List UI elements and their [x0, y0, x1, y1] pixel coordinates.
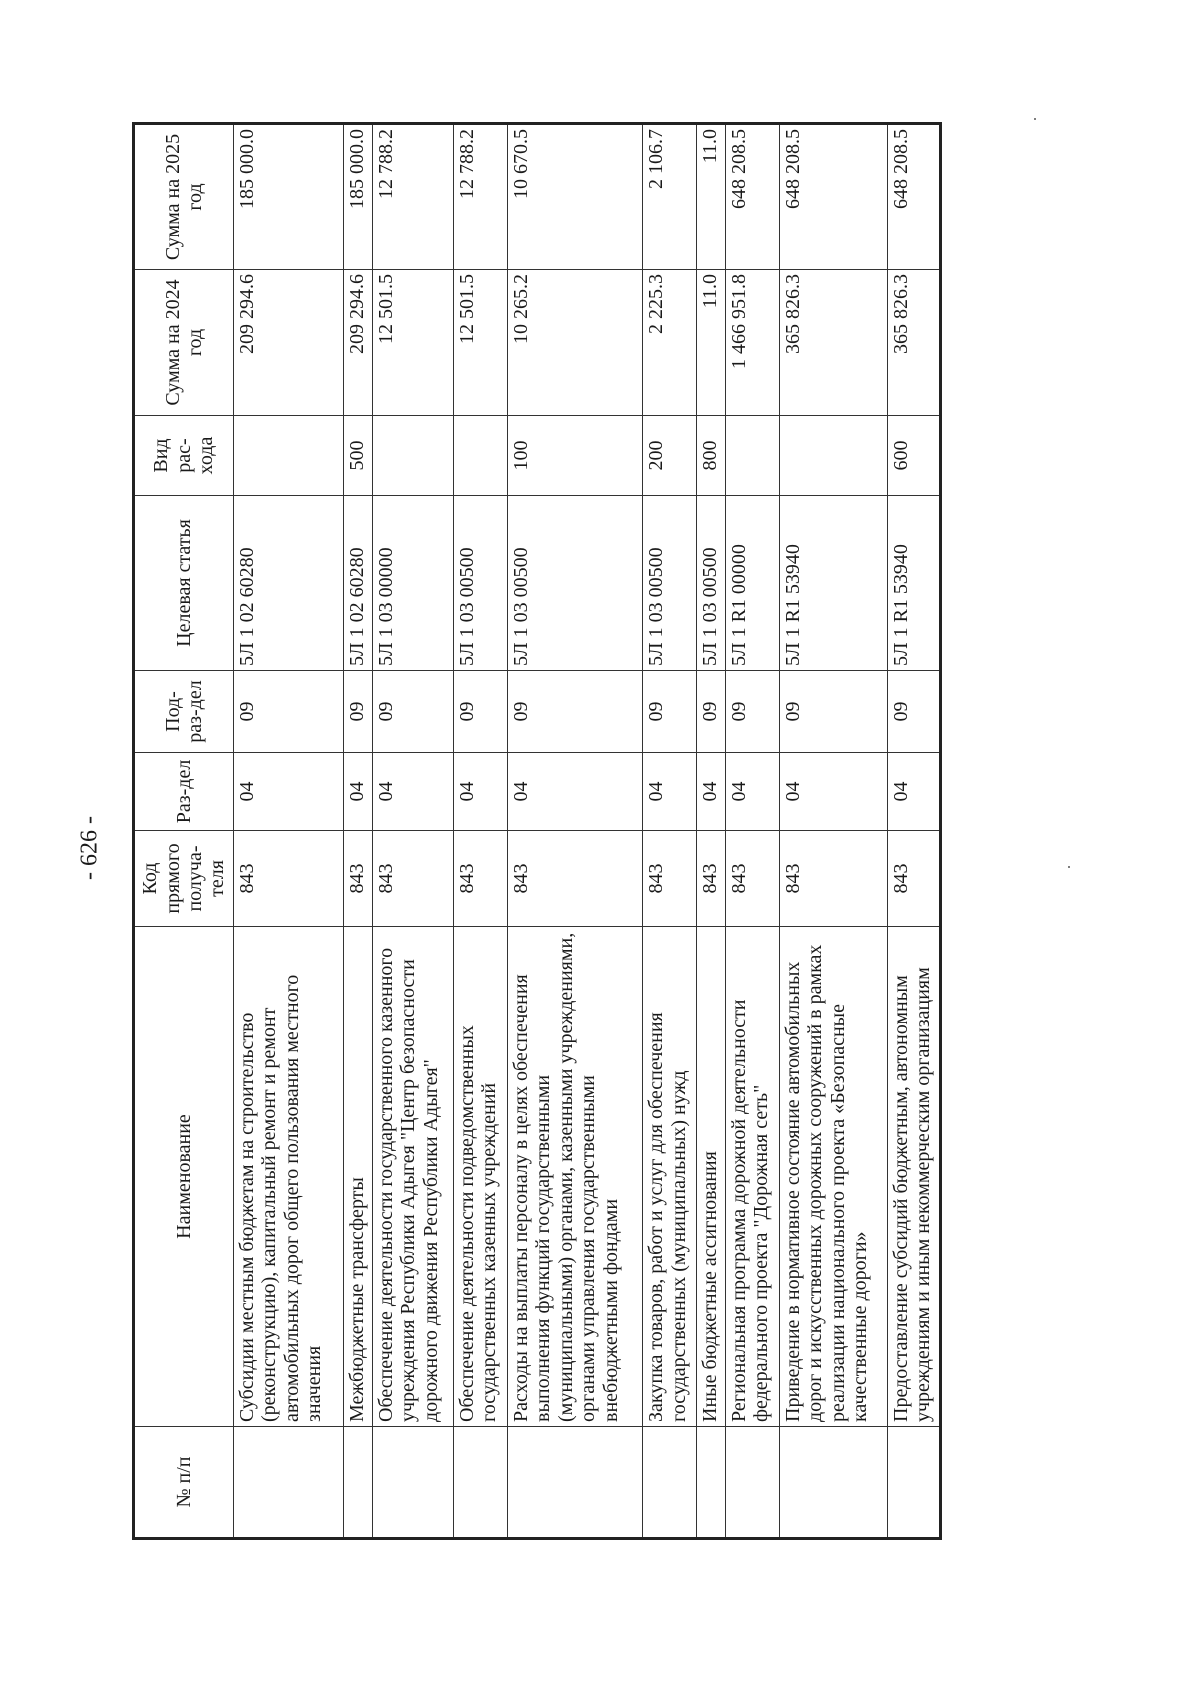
row-recipient: 843 — [697, 831, 725, 927]
table-row — [344, 124, 372, 1539]
row-sum2024: 12 501.5 — [453, 270, 507, 416]
row-name: Расходы на выплаты персоналу в целях обеспечения выполнения функций государственными (муниципальными) органами, казенными учреждениями, органами управления государственными внебюджетными фондами — [507, 927, 642, 1427]
table-row — [888, 124, 941, 1539]
table-row — [372, 124, 453, 1539]
row-sum2025: 648 208.5 — [779, 124, 887, 270]
header-sum2025: Сумма на 2025 год — [134, 124, 234, 270]
row-name: Региональная программа дорожной деятельности федерального проекта "Дорожная сеть" — [725, 927, 779, 1427]
row-target: 5Л 1 03 00500 — [697, 496, 725, 671]
header-recipient: Код прямого получа-теля — [134, 831, 234, 927]
budget-table — [132, 122, 942, 1540]
row-name: Обеспечение деятельности подведомственных государственных казенных учреждений — [453, 927, 507, 1427]
row-num — [507, 1427, 642, 1539]
row-sum2024: 11.0 — [697, 270, 725, 416]
header-sum2024: Сумма на 2024 год — [134, 270, 234, 416]
row-sum2025: 648 208.5 — [888, 124, 941, 270]
row-sum2025: 11.0 — [697, 124, 725, 270]
row-sum2024: 10 265.2 — [507, 270, 642, 416]
row-subsection: 09 — [725, 671, 779, 753]
row-sum2025: 648 208.5 — [725, 124, 779, 270]
header-row — [134, 124, 234, 1539]
row-target: 5Л 1 R1 53940 — [779, 496, 887, 671]
row-section: 04 — [507, 753, 642, 831]
row-expense: 600 — [888, 416, 941, 496]
row-name: Обеспечение деятельности государственного казенного учреждения Республики Адыгея "Центр безопасности дорожного движения Республики Адыгея" — [372, 927, 453, 1427]
row-sum2024: 365 826.3 — [779, 270, 887, 416]
row-recipient: 843 — [372, 831, 453, 927]
row-num — [643, 1427, 697, 1539]
header-num: № п/п — [134, 1427, 234, 1539]
row-subsection: 09 — [697, 671, 725, 753]
scan-speck — [1068, 866, 1070, 868]
rotated-table-container — [132, 125, 942, 1540]
table-row — [725, 124, 779, 1539]
row-section: 04 — [344, 753, 372, 831]
row-section: 04 — [779, 753, 887, 831]
row-name: Субсидии местным бюджетам на строительство (реконструкцию), капитальный ремонт и ремонт автомобильных дорог общего пользования местного значения — [234, 927, 344, 1427]
row-subsection: 09 — [888, 671, 941, 753]
row-expense: 800 — [697, 416, 725, 496]
row-subsection: 09 — [643, 671, 697, 753]
row-sum2025: 10 670.5 — [507, 124, 642, 270]
row-num — [453, 1427, 507, 1539]
row-sum2025: 185 000.0 — [344, 124, 372, 270]
row-target: 5Л 1 R1 53940 — [888, 496, 941, 671]
row-name: Иные бюджетные ассигнования — [697, 927, 725, 1427]
row-expense: 200 — [643, 416, 697, 496]
header-name: Наименование — [134, 927, 234, 1427]
header-expense: Вид рас-хода — [134, 416, 234, 496]
table-row — [507, 124, 642, 1539]
row-subsection: 09 — [234, 671, 344, 753]
row-expense — [372, 416, 453, 496]
row-sum2025: 185 000.0 — [234, 124, 344, 270]
row-section: 04 — [888, 753, 941, 831]
row-num — [697, 1427, 725, 1539]
row-target: 5Л 1 03 00500 — [643, 496, 697, 671]
row-expense — [453, 416, 507, 496]
row-target: 5Л 1 03 00500 — [453, 496, 507, 671]
row-subsection: 09 — [344, 671, 372, 753]
row-target: 5Л 1 02 60280 — [344, 496, 372, 671]
row-sum2024: 209 294.6 — [344, 270, 372, 416]
row-num — [888, 1427, 941, 1539]
row-expense: 100 — [507, 416, 642, 496]
row-num — [779, 1427, 887, 1539]
row-expense: 500 — [344, 416, 372, 496]
row-section: 04 — [643, 753, 697, 831]
row-section: 04 — [234, 753, 344, 831]
row-subsection: 09 — [779, 671, 887, 753]
row-name: Закупка товаров, работ и услуг для обеспечения государственных (муниципальных) нужд — [643, 927, 697, 1427]
row-recipient: 843 — [643, 831, 697, 927]
row-sum2024: 12 501.5 — [372, 270, 453, 416]
row-recipient: 843 — [453, 831, 507, 927]
row-subsection: 09 — [372, 671, 453, 753]
header-section: Раз-дел — [134, 753, 234, 831]
row-num — [344, 1427, 372, 1539]
row-sum2024: 2 225.3 — [643, 270, 697, 416]
row-target: 5Л 1 03 00000 — [372, 496, 453, 671]
row-recipient: 843 — [507, 831, 642, 927]
row-target: 5Л 1 03 00500 — [507, 496, 642, 671]
row-sum2024: 1 466 951.8 — [725, 270, 779, 416]
row-target: 5Л 1 02 60280 — [234, 496, 344, 671]
row-sum2025: 2 106.7 — [643, 124, 697, 270]
row-name: Предоставление субсидий бюджетным, автономным учреждениям и иным некоммерческим организациям — [888, 927, 941, 1427]
row-recipient: 843 — [779, 831, 887, 927]
row-sum2025: 12 788.2 — [372, 124, 453, 270]
row-subsection: 09 — [507, 671, 642, 753]
table-row — [453, 124, 507, 1539]
row-target: 5Л 1 R1 00000 — [725, 496, 779, 671]
table-row — [697, 124, 725, 1539]
table-row — [234, 124, 344, 1539]
row-expense — [779, 416, 887, 496]
row-recipient: 843 — [344, 831, 372, 927]
row-section: 04 — [453, 753, 507, 831]
scan-speck — [1034, 118, 1036, 120]
row-sum2024: 365 826.3 — [888, 270, 941, 416]
row-expense — [234, 416, 344, 496]
row-section: 04 — [372, 753, 453, 831]
header-subsection: Под-раз-дел — [134, 671, 234, 753]
row-num — [234, 1427, 344, 1539]
page-number: - 626 - — [76, 816, 103, 880]
table-row — [779, 124, 887, 1539]
row-num — [372, 1427, 453, 1539]
row-subsection: 09 — [453, 671, 507, 753]
row-sum2024: 209 294.6 — [234, 270, 344, 416]
row-recipient: 843 — [888, 831, 941, 927]
row-num — [725, 1427, 779, 1539]
row-sum2025: 12 788.2 — [453, 124, 507, 270]
row-expense — [725, 416, 779, 496]
table-row — [643, 124, 697, 1539]
row-name: Приведение в нормативное состояние автомобильных дорог и искусственных дорожных сооружений в рамках реализации национального проекта «Безопасные качественные дороги» — [779, 927, 887, 1427]
row-recipient: 843 — [725, 831, 779, 927]
header-target: Целевая статья — [134, 496, 234, 671]
row-section: 04 — [697, 753, 725, 831]
row-recipient: 843 — [234, 831, 344, 927]
row-section: 04 — [725, 753, 779, 831]
row-name: Межбюджетные трансферты — [344, 927, 372, 1427]
